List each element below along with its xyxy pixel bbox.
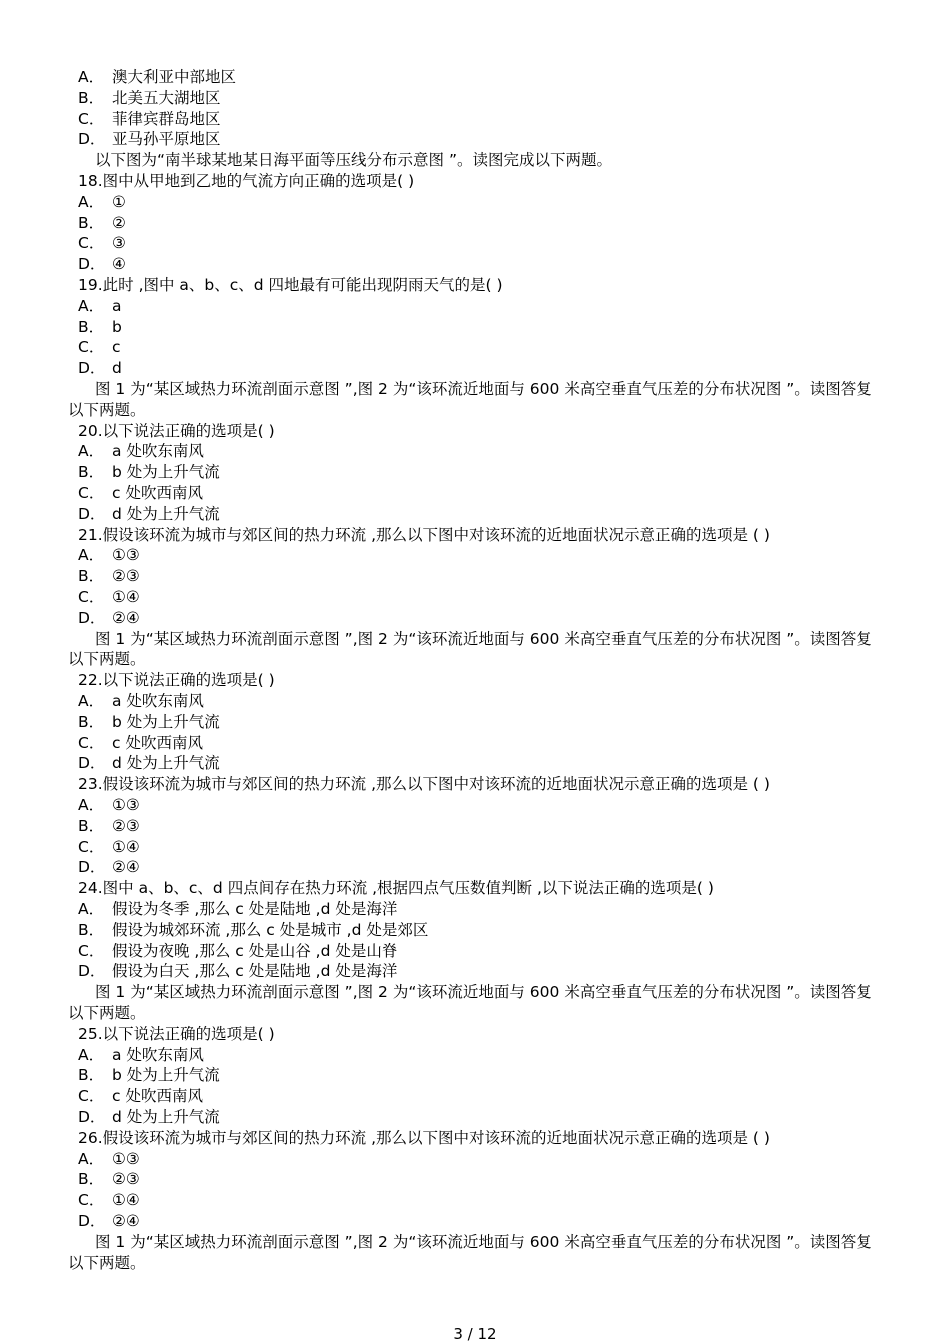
option-line <box>78 691 888 712</box>
option-text: d 处为上升气流 <box>112 1108 220 1126</box>
option-line <box>78 254 888 275</box>
option-label: B． <box>78 567 105 586</box>
question-intro: 图 1 为“某区域热力环流剖面示意图 ”,图 2 为“该环流近地面与 600 米高空垂直气压差的分布状况图 ”。读图答复以下两题。 <box>68 380 872 419</box>
option-line <box>78 920 888 941</box>
option-text: c 处吹西南风 <box>112 733 203 752</box>
option-label: A． <box>78 68 105 86</box>
option-line <box>78 88 888 109</box>
option-line <box>78 1149 888 1170</box>
option-line <box>78 566 888 587</box>
option-line <box>78 1169 888 1190</box>
option-line <box>78 233 888 254</box>
option-text: b 处为上升气流 <box>112 1066 220 1085</box>
question-stem: 18.图中从甲地到乙地的气流方向正确的选项是( ) <box>78 172 415 190</box>
option-label: B． <box>78 816 105 835</box>
option-text: ③ <box>112 234 126 253</box>
option-line <box>78 941 888 962</box>
option-text: 假设为夜晚 ,那么 c 处是山谷 ,d 处是山脊 <box>112 941 398 960</box>
option-line <box>78 608 888 629</box>
option-line <box>78 753 888 774</box>
option-line <box>78 213 888 234</box>
option-text: ①④ <box>112 588 140 606</box>
option-label: D． <box>78 130 106 149</box>
option-label: A． <box>78 546 105 565</box>
option-line <box>78 483 888 504</box>
option-label: C． <box>78 1087 105 1106</box>
option-label: C． <box>78 484 105 502</box>
option-line <box>78 441 888 462</box>
option-text: 假设为冬季 ,那么 c 处是陆地 ,d 处是海洋 <box>112 900 398 918</box>
option-label: D． <box>78 754 106 773</box>
option-label: D． <box>78 1108 106 1126</box>
option-line <box>78 504 888 525</box>
option-text: ①③ <box>112 796 140 814</box>
option-label: B． <box>78 213 105 232</box>
option-line <box>78 1190 888 1211</box>
option-text: ④ <box>112 255 126 274</box>
option-text: ②④ <box>112 608 140 627</box>
page-number: 3 / 12 <box>453 1325 497 1343</box>
option-label: A． <box>78 1045 105 1064</box>
option-label: C． <box>78 234 105 253</box>
option-text: c 处吹西南风 <box>112 1087 203 1106</box>
option-label: B． <box>78 463 105 482</box>
option-label: B． <box>78 1066 105 1085</box>
option-label: B． <box>78 920 105 939</box>
option-text: 假设为城郊环流 ,那么 c 处是城市 ,d 处是郊区 <box>112 920 429 939</box>
option-text: ②③ <box>112 567 140 586</box>
question-intro: 图 1 为“某区域热力环流剖面示意图 ”,图 2 为“该环流近地面与 600 米高空垂直气压差的分布状况图 ”。读图答复以下两题。 <box>68 983 872 1022</box>
question-stem: 22.以下说法正确的选项是( ) <box>78 671 275 690</box>
option-label: C． <box>78 941 105 960</box>
option-text: b <box>112 317 122 336</box>
option-label: D． <box>78 608 106 627</box>
option-label: B． <box>78 712 105 731</box>
option-line <box>78 67 888 88</box>
option-text: ② <box>112 213 126 232</box>
option-label: C． <box>78 588 105 606</box>
option-label: A． <box>78 192 105 211</box>
option-label: C． <box>78 338 105 357</box>
option-label: A． <box>78 296 105 315</box>
option-label: C． <box>78 837 105 856</box>
option-line <box>78 545 888 566</box>
option-text: b 处为上升气流 <box>112 712 220 731</box>
option-line <box>78 1086 888 1107</box>
option-text: d 处为上升气流 <box>112 504 220 523</box>
option-label: D． <box>78 255 106 274</box>
option-line <box>78 337 888 358</box>
option-text: ②③ <box>112 1170 140 1189</box>
option-label: D． <box>78 858 106 877</box>
question-stem: 23.假设该环流为城市与郊区间的热力环流 ,那么以下图中对该环流的近地面状况示意正确的选项是 ( ) <box>78 775 770 794</box>
option-line <box>78 961 888 982</box>
option-label: A． <box>78 900 105 918</box>
option-text: b 处为上升气流 <box>112 463 220 482</box>
option-text: ①④ <box>112 1191 140 1210</box>
question-intro: 以下图为“南半球某地某日海平面等压线分布示意图 ”。读图完成以下两题。 <box>95 151 612 170</box>
option-line <box>78 462 888 483</box>
option-text: ②④ <box>112 858 140 877</box>
option-text: a <box>112 296 122 315</box>
option-text: ① <box>112 192 126 211</box>
question-stem: 24.图中 a、b、c、d 四点间存在热力环流 ,根据四点气压数值判断 ,以下说法正确的选项是( ) <box>78 879 714 898</box>
option-label: C． <box>78 109 105 128</box>
option-line <box>78 192 888 213</box>
option-line <box>78 816 888 837</box>
option-line <box>78 109 888 130</box>
question-intro: 图 1 为“某区域热力环流剖面示意图 ”,图 2 为“该环流近地面与 600 米高空垂直气压差的分布状况图 ”。读图答复以下两题。 <box>68 1232 872 1272</box>
option-line <box>78 899 888 920</box>
question-stem: 19.此时 ,图中 a、b、c、d 四地最有可能出现阴雨天气的是( ) <box>78 276 503 294</box>
option-line <box>78 837 888 858</box>
option-line <box>78 857 888 878</box>
option-text: a 处吹东南风 <box>112 692 204 710</box>
option-line <box>78 1045 888 1066</box>
option-text: ①③ <box>112 546 140 565</box>
option-label: D． <box>78 962 106 981</box>
option-label: C． <box>78 733 105 752</box>
option-text: 北美五大湖地区 <box>112 88 221 107</box>
option-text: 假设为白天 ,那么 c 处是陆地 ,d 处是海洋 <box>112 962 398 981</box>
question-stem: 21.假设该环流为城市与郊区间的热力环流 ,那么以下图中对该环流的近地面状况示意正确的选项是 ( ) <box>78 525 770 544</box>
option-line <box>78 1211 888 1232</box>
option-text: ①④ <box>112 837 140 856</box>
option-text: a 处吹东南风 <box>112 1045 204 1064</box>
option-text: 亚马孙平原地区 <box>112 130 221 149</box>
option-line <box>78 712 888 733</box>
option-line <box>78 587 888 608</box>
option-label: D． <box>78 359 106 378</box>
option-label: D． <box>78 504 106 523</box>
option-label: A． <box>78 1149 105 1168</box>
option-line <box>78 358 888 379</box>
option-label: B． <box>78 1170 105 1189</box>
option-line <box>78 317 888 338</box>
option-text: 菲律宾群岛地区 <box>112 109 221 128</box>
option-text: c <box>112 338 121 357</box>
option-line <box>78 795 888 816</box>
option-text: ②③ <box>112 816 140 835</box>
option-label: D． <box>78 1212 106 1230</box>
question-stem: 26.假设该环流为城市与郊区间的热力环流 ,那么以下图中对该环流的近地面状况示意正确的选项是 ( ) <box>78 1128 770 1147</box>
option-text: ②④ <box>112 1212 140 1230</box>
option-label: A． <box>78 692 105 710</box>
question-stem: 25.以下说法正确的选项是( ) <box>78 1024 275 1043</box>
option-line <box>78 129 888 150</box>
question-intro: 图 1 为“某区域热力环流剖面示意图 ”,图 2 为“该环流近地面与 600 米高空垂直气压差的分布状况图 ”。读图答复以下两题。 <box>68 629 872 669</box>
option-text: 澳大利亚中部地区 <box>112 68 237 86</box>
option-text: c 处吹西南风 <box>112 484 203 502</box>
option-label: A． <box>78 442 105 461</box>
option-line <box>78 296 888 317</box>
option-text: d 处为上升气流 <box>112 754 220 773</box>
option-text: ①③ <box>112 1149 140 1168</box>
option-label: C． <box>78 1191 105 1210</box>
option-label: B． <box>78 88 105 107</box>
option-line <box>78 1107 888 1128</box>
option-text: a 处吹东南风 <box>112 442 204 461</box>
option-label: B． <box>78 317 105 336</box>
option-line <box>78 733 888 754</box>
option-line <box>78 1065 888 1086</box>
option-label: A． <box>78 796 105 814</box>
option-text: d <box>112 359 122 378</box>
question-stem: 20.以下说法正确的选项是( ) <box>78 421 275 440</box>
